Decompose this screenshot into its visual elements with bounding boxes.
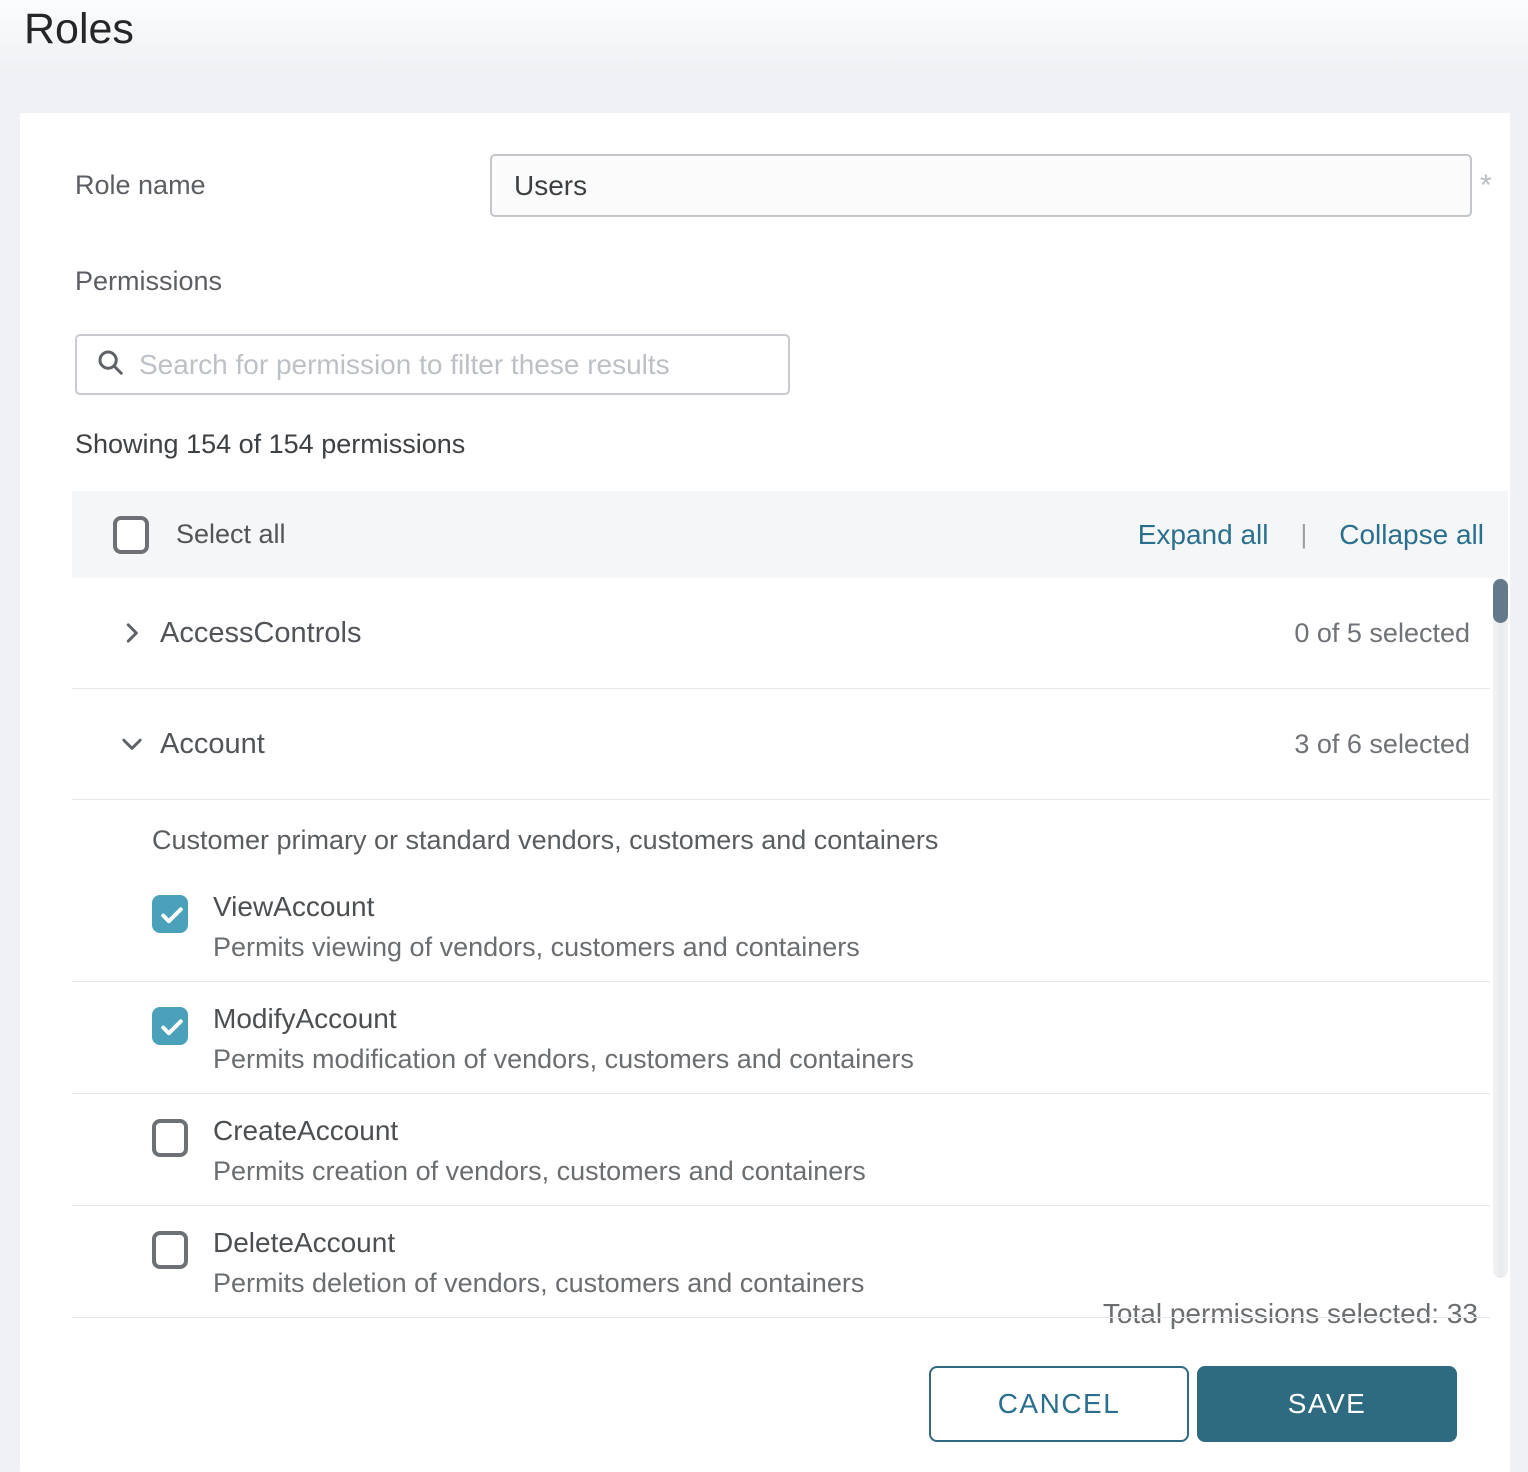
permission-item-createaccount — [72, 1094, 1490, 1206]
select-all-checkbox[interactable] — [113, 516, 149, 554]
permission-name: ModifyAccount — [213, 1003, 397, 1034]
group-selection-count: 0 of 5 selected — [1294, 617, 1470, 648]
deleteaccount-checkbox[interactable] — [152, 1231, 188, 1269]
permission-description: Permits deletion of vendors, customers and containers — [213, 1268, 865, 1298]
permission-description: Permits modification of vendors, customers and containers — [213, 1044, 914, 1074]
chevron-down-icon — [117, 729, 147, 759]
save-button[interactable]: SAVE — [1197, 1366, 1457, 1442]
list-scrollbar-track[interactable] — [1493, 578, 1508, 1278]
group-name: AccessControls — [160, 616, 362, 649]
checkmark-icon — [157, 900, 187, 935]
permission-name: ViewAccount — [213, 891, 375, 922]
group-row-accesscontrols[interactable] — [72, 578, 1490, 689]
createaccount-checkbox[interactable] — [152, 1119, 188, 1157]
showing-count-text: Showing 154 of 154 permissions — [75, 429, 466, 459]
role-name-input[interactable] — [490, 154, 1472, 217]
collapse-all-link[interactable]: Collapse all — [1339, 518, 1484, 550]
permission-item-viewaccount — [72, 870, 1490, 982]
chevron-right-icon — [117, 618, 147, 648]
role-name-row — [20, 113, 1510, 217]
search-icon — [95, 347, 125, 382]
required-asterisk: * — [1480, 168, 1492, 202]
permission-name: CreateAccount — [213, 1115, 399, 1146]
permission-list-viewport — [72, 578, 1510, 1298]
permission-description: Permits viewing of vendors, customers and containers — [213, 932, 860, 962]
list-scrollbar-thumb[interactable] — [1493, 579, 1508, 623]
group-row-account[interactable] — [72, 689, 1490, 800]
group-description: Customer primary or standard vendors, customers and containers — [152, 825, 939, 855]
permission-search-box[interactable] — [75, 334, 790, 395]
group-name: Account — [160, 727, 265, 760]
checkmark-icon — [157, 1012, 187, 1047]
permission-search-input[interactable] — [139, 349, 772, 381]
select-all-label: Select all — [176, 519, 286, 549]
expand-all-link[interactable]: Expand all — [1137, 518, 1269, 550]
permission-item-modifyaccount — [72, 982, 1490, 1094]
permissions-label: Permissions — [75, 266, 223, 296]
permission-description: Permits creation of vendors, customers and containers — [213, 1156, 866, 1186]
role-name-label: Role name — [75, 170, 206, 200]
group-selection-count: 3 of 6 selected — [1294, 728, 1470, 759]
total-selected-text: Total permissions selected: 33 — [1102, 1298, 1478, 1329]
select-all-row — [72, 491, 1508, 578]
permission-name: DeleteAccount — [213, 1227, 396, 1258]
cancel-button[interactable]: CANCEL — [929, 1366, 1189, 1442]
modifyaccount-checkbox[interactable] — [152, 1007, 188, 1045]
viewaccount-checkbox[interactable] — [152, 895, 188, 933]
roles-card — [20, 113, 1510, 1472]
link-separator: | — [1300, 519, 1308, 549]
action-buttons-row — [20, 1330, 1510, 1442]
permission-item-deleteaccount — [72, 1206, 1490, 1318]
page-title: Roles — [24, 5, 134, 53]
